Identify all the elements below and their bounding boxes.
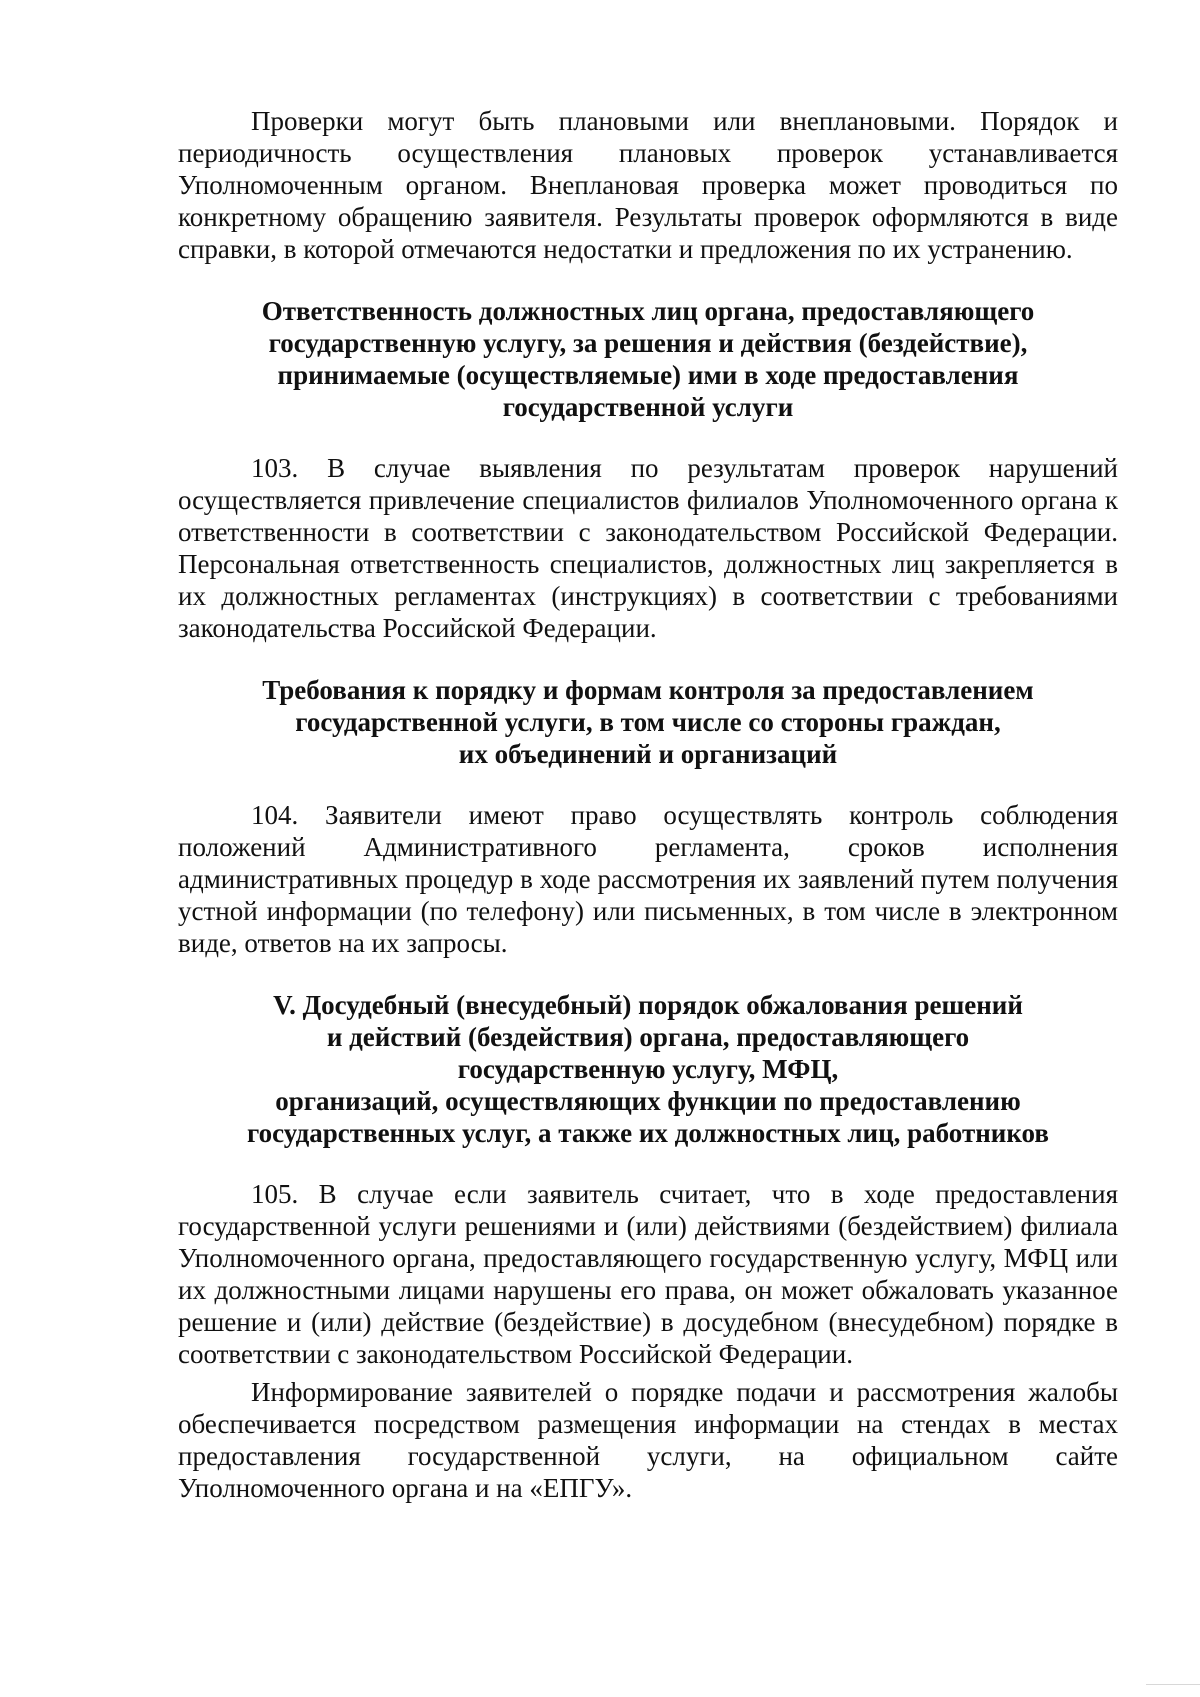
paragraph-informing: Информирование заявителей о порядке подачи и рассмотрения жалобы обеспечивается посредством размещения информации на стендах в местах предоставления государственной услуги, на официальном сайте Уполномоченного органа и на «ЕПГУ». (178, 1377, 1118, 1503)
spacer (178, 265, 1118, 295)
paragraph-104: 104. Заявители имеют право осуществлять контроль соблюдения положений Административного регламента, сроков исполнения административных процедур в ходе рассмотрения их заявлений путем получения устной информации (по телефону) или письменных, в том числе в электронном виде, ответов на их запросы. (178, 800, 1118, 958)
paragraph-103: 103. В случае выявления по результатам проверок нарушений осуществляется привлечение специалистов филиалов Уполномоченного органа к ответственности в соответствии с законодательством Российской Федерации. Персональная ответственность специалистов, должностных лиц закрепляется в их должностных регламентах (инструкциях) в соответствии с требованиями законодательства Российской Федерации. (178, 453, 1118, 643)
heading-pretrial-appeal (178, 989, 1118, 1149)
heading-line: государственную услугу, МФЦ, (457, 1054, 839, 1084)
scan-edge-line (1146, 1684, 1200, 1685)
heading-line: государственную услугу, за решения и действия (бездействие), (268, 328, 1028, 358)
spacer (178, 959, 1118, 989)
spacer (178, 644, 1118, 674)
heading-line: и действий (бездействия) органа, предоставляющего (326, 1022, 970, 1052)
heading-line: государственной услуги (502, 392, 794, 422)
heading-line: принимаемые (осуществляемые) ими в ходе предоставления (277, 360, 1019, 390)
document-body (178, 105, 1118, 1504)
spacer (178, 423, 1118, 452)
heading-line: Требования к порядку и формам контроля за предоставлением (262, 675, 1034, 705)
spacer (178, 770, 1118, 799)
heading-responsibility (178, 295, 1118, 423)
paragraph-inspections: Проверки могут быть плановыми или внеплановыми. Порядок и периодичность осуществления плановых проверок устанавливается Уполномоченным органом. Внеплановая проверка может проводиться по конкретному обращению заявителя. Результаты проверок оформляются в виде справки, в которой отмечаются недостатки и предложения по их устранению. (178, 106, 1118, 264)
heading-line: V. Досудебный (внесудебный) порядок обжалования решений (273, 990, 1023, 1020)
heading-line: Ответственность должностных лиц органа, предоставляющего (261, 296, 1035, 326)
spacer (178, 1149, 1118, 1178)
paragraph-105: 105. В случае если заявитель считает, что в ходе предоставления государственной услуги решениями и (или) действиями (бездействием) филиала Уполномоченного органа, предоставляющего государственную услугу, МФЦ или их должностными лицами нарушены его права, он может обжаловать указанное решение и (или) действие (бездействие) в досудебном (внесудебном) порядке в соответствии с законодательством Российской Федерации. (178, 1179, 1118, 1369)
heading-control-requirements (178, 674, 1118, 770)
heading-line: их объединений и организаций (458, 739, 838, 769)
heading-line: государственных услуг, а также их должностных лиц, работников (247, 1118, 1049, 1148)
heading-line: организаций, осуществляющих функции по предоставлению (275, 1086, 1021, 1116)
heading-line: государственной услуги, в том числе со стороны граждан, (295, 707, 1001, 737)
